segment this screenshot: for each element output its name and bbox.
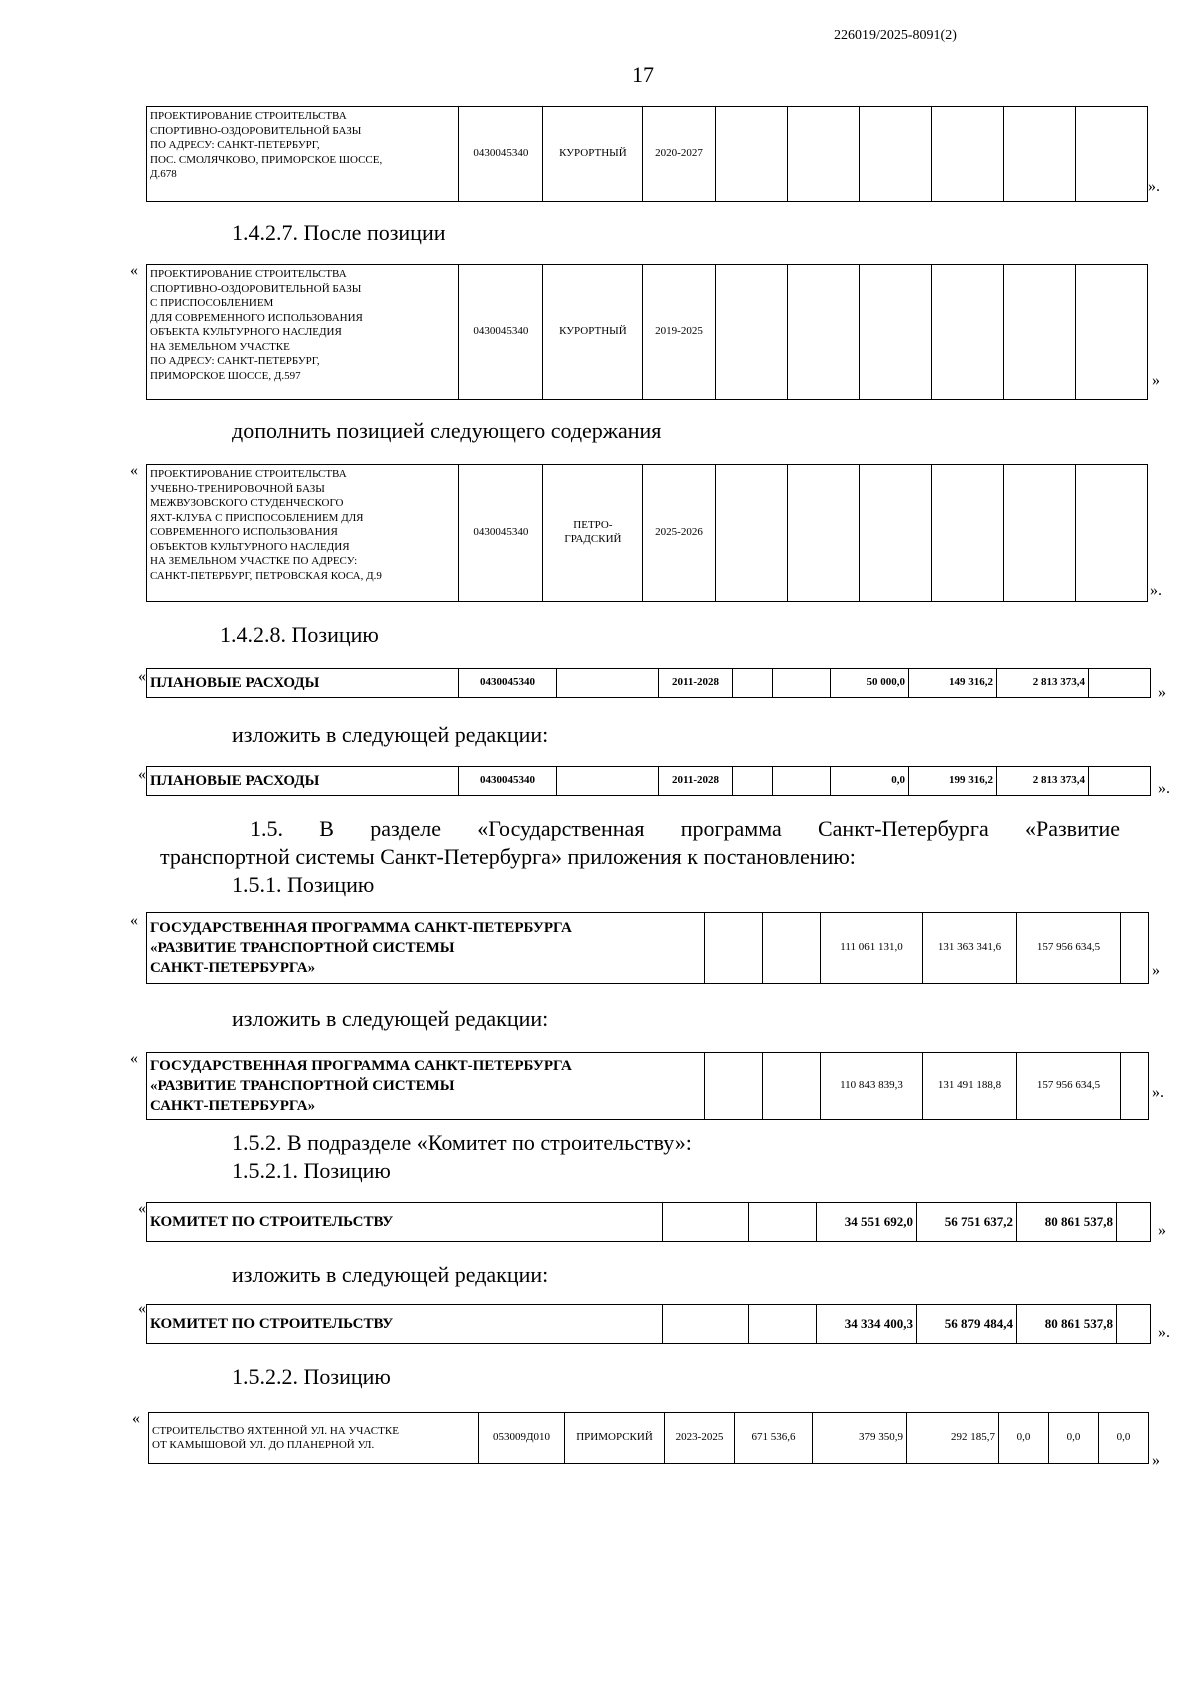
empty-cell — [663, 1305, 749, 1344]
value-cell: 0,0 — [1099, 1413, 1149, 1464]
code-cell: 0430045340 — [459, 669, 557, 698]
district-cell: ПРИМОРСКИЙ — [565, 1413, 665, 1464]
name-line: ОБЪЕКТА КУЛЬТУРНОГО НАСЛЕДИЯ — [150, 326, 342, 338]
paragraph-1-5-2: 1.5.2. В подразделе «Комитет по строительству»: — [232, 1130, 692, 1155]
table-position-yacht-club — [146, 464, 1148, 602]
empty-cell — [733, 767, 773, 796]
value-cell: 56 751 637,2 — [917, 1203, 1017, 1242]
program-name-line: ГОСУДАРСТВЕННАЯ ПРОГРАММА САНКТ-ПЕТЕРБУРГА — [150, 1058, 572, 1074]
paragraph-1-5-2-2: 1.5.2.2. Позицию — [232, 1364, 391, 1389]
empty-cell — [859, 465, 931, 602]
paragraph-1-4-2-7: 1.4.2.7. После позиции — [232, 220, 446, 245]
district-cell: КУРОРТНЫЙ — [543, 265, 643, 400]
empty-cell — [1121, 913, 1149, 984]
close-quote: ». — [1152, 1084, 1164, 1101]
program-name-cell — [147, 913, 705, 984]
district-cell: КУРОРТНЫЙ — [543, 107, 643, 202]
district-cell — [543, 465, 643, 602]
name-line: ПРОЕКТИРОВАНИЕ СТРОИТЕЛЬСТВА — [150, 468, 347, 480]
empty-cell — [1089, 767, 1151, 796]
paragraph-state-1: изложить в следующей редакции: — [232, 722, 549, 747]
empty-cell — [1121, 1053, 1149, 1120]
table-position-smolyachkovo — [146, 106, 1148, 202]
name-line: СОВРЕМЕННОГО ИСПОЛЬЗОВАНИЯ — [150, 526, 338, 538]
empty-cell — [763, 913, 821, 984]
years-cell: 2023-2025 — [665, 1413, 735, 1464]
value-cell: 111 061 131,0 — [821, 913, 923, 984]
code-cell: 0430045340 — [459, 465, 543, 602]
value-cell: 80 861 537,8 — [1017, 1305, 1117, 1344]
empty-cell — [749, 1203, 817, 1242]
empty-cell — [931, 265, 1003, 400]
empty-cell — [715, 107, 787, 202]
empty-cell — [1075, 465, 1147, 602]
program-name-line: «РАЗВИТИЕ ТРАНСПОРТНОЙ СИСТЕМЫ — [150, 940, 455, 956]
name-line: ПРИМОРСКОЕ ШОССЕ, Д.597 — [150, 369, 301, 382]
open-quote: « — [132, 1410, 140, 1427]
close-quote: » — [1152, 1452, 1160, 1469]
committee-name-cell: КОМИТЕТ ПО СТРОИТЕЛЬСТВУ — [147, 1203, 663, 1242]
code-cell: 0430045340 — [459, 767, 557, 796]
name-line: Д.678 — [150, 168, 177, 180]
name-line: ПОС. СМОЛЯЧКОВО, ПРИМОРСКОЕ ШОССЕ, — [150, 153, 383, 166]
open-quote: « — [130, 1050, 138, 1067]
value-cell: 157 956 634,5 — [1017, 913, 1121, 984]
empty-cell — [773, 669, 831, 698]
paragraph-state-3: изложить в следующей редакции: — [232, 1262, 549, 1287]
empty-cell — [1075, 107, 1147, 202]
table-position-primorskoe-597 — [146, 264, 1148, 400]
program-name-line: «РАЗВИТИЕ ТРАНСПОРТНОЙ СИСТЕМЫ — [150, 1078, 455, 1094]
name-line: СТРОИТЕЛЬСТВО ЯХТЕННОЙ УЛ. НА УЧАСТКЕ — [152, 1424, 399, 1437]
name-line: СПОРТИВНО-ОЗДОРОВИТЕЛЬНОЙ БАЗЫ — [150, 282, 362, 295]
name-line: ОТ КАМЫШОВОЙ УЛ. ДО ПЛАНЕРНОЙ УЛ. — [152, 1439, 375, 1451]
program-name-line: ГОСУДАРСТВЕННАЯ ПРОГРАММА САНКТ-ПЕТЕРБУРГА — [150, 920, 572, 936]
name-line: ПО АДРЕСУ: САНКТ-ПЕТЕРБУРГ, — [150, 355, 320, 367]
empty-cell — [787, 465, 859, 602]
table-planned-expenses-new — [146, 766, 1151, 796]
empty-cell — [1003, 465, 1075, 602]
name-line: ПРОЕКТИРОВАНИЕ СТРОИТЕЛЬСТВА — [150, 110, 347, 122]
empty-cell — [787, 107, 859, 202]
years-cell: 2020-2027 — [643, 107, 715, 202]
empty-cell — [931, 107, 1003, 202]
empty-cell — [1003, 107, 1075, 202]
name-line: ПРОЕКТИРОВАНИЕ СТРОИТЕЛЬСТВА — [150, 268, 347, 280]
table-state-program-old — [146, 912, 1149, 984]
table-construction-committee-new — [146, 1304, 1151, 1344]
paragraph-1-5-1: 1.5.1. Позицию — [232, 872, 375, 897]
empty-cell — [1117, 1203, 1151, 1242]
paragraph-add: дополнить позицией следующего содержания — [232, 418, 662, 443]
value-cell: 80 861 537,8 — [1017, 1203, 1117, 1242]
empty-cell — [1117, 1305, 1151, 1344]
table-construction-committee-old — [146, 1202, 1151, 1242]
value-cell: 0,0 — [1049, 1413, 1099, 1464]
empty-cell — [557, 767, 659, 796]
empty-cell — [733, 669, 773, 698]
value-cell: 2 813 373,4 — [997, 767, 1089, 796]
value-cell: 671 536,6 — [735, 1413, 813, 1464]
value-cell: 110 843 839,3 — [821, 1053, 923, 1120]
empty-cell — [1075, 265, 1147, 400]
value-cell: 157 956 634,5 — [1017, 1053, 1121, 1120]
name-line: УЧЕБНО-ТРЕНИРОВОЧНОЙ БАЗЫ — [150, 482, 325, 495]
open-quote: « — [130, 912, 138, 929]
value-cell: 379 350,9 — [813, 1413, 907, 1464]
page-number: 17 — [632, 62, 654, 87]
document-number: 226019/2025-8091(2) — [834, 28, 957, 43]
empty-cell — [787, 265, 859, 400]
empty-cell — [557, 669, 659, 698]
name-line: СПОРТИВНО-ОЗДОРОВИТЕЛЬНОЙ БАЗЫ — [150, 124, 362, 137]
name-line: ОБЪЕКТОВ КУЛЬТУРНОГО НАСЛЕДИЯ — [150, 540, 350, 553]
name-line: НА ЗЕМЕЛЬНОМ УЧАСТКЕ ПО АДРЕСУ: — [150, 555, 358, 567]
empty-cell — [1003, 265, 1075, 400]
name-line: ЯХТ-КЛУБА С ПРИСПОСОБЛЕНИЕМ ДЛЯ — [150, 511, 364, 524]
table-state-program-new — [146, 1052, 1149, 1120]
object-name-cell — [147, 465, 459, 602]
open-quote: « — [138, 1300, 146, 1317]
paragraph-1-5-line1: 1.5. В разделе «Государственная программа Санкт-Петербурга «Развитие — [250, 816, 1120, 841]
empty-cell — [859, 265, 931, 400]
name-line: САНКТ-ПЕТЕРБУРГ, ПЕТРОВСКАЯ КОСА, Д.9 — [150, 569, 382, 582]
program-name-cell — [147, 1053, 705, 1120]
empty-cell — [715, 465, 787, 602]
years-cell: 2025-2026 — [643, 465, 715, 602]
close-quote: » — [1152, 372, 1160, 389]
paragraph-1-4-2-8: 1.4.2.8. Позицию — [220, 622, 379, 647]
open-quote: « — [138, 1200, 146, 1217]
open-quote: « — [130, 462, 138, 479]
empty-cell — [1089, 669, 1151, 698]
close-quote: ». — [1150, 582, 1162, 599]
empty-cell — [763, 1053, 821, 1120]
value-cell: 199 316,2 — [909, 767, 997, 796]
value-cell: 0,0 — [999, 1413, 1049, 1464]
name-line: С ПРИСПОСОБЛЕНИЕМ — [150, 297, 274, 309]
value-cell: 50 000,0 — [831, 669, 909, 698]
value-cell: 34 334 400,3 — [817, 1305, 917, 1344]
close-quote: » — [1152, 962, 1160, 979]
open-quote: « — [138, 668, 146, 685]
name-line: ДЛЯ СОВРЕМЕННОГО ИСПОЛЬЗОВАНИЯ — [150, 311, 363, 324]
empty-cell — [705, 913, 763, 984]
close-quote: ». — [1158, 1324, 1170, 1341]
value-cell: 34 551 692,0 — [817, 1203, 917, 1242]
program-name-line: САНКТ-ПЕТЕРБУРГА» — [150, 1098, 316, 1114]
name-line: ПО АДРЕСУ: САНКТ-ПЕТЕРБУРГ, — [150, 139, 320, 151]
empty-cell — [749, 1305, 817, 1344]
object-name-cell — [149, 1413, 479, 1464]
empty-cell — [931, 465, 1003, 602]
program-name-line: САНКТ-ПЕТЕРБУРГА» — [150, 960, 316, 976]
years-cell: 2019-2025 — [643, 265, 715, 400]
paragraph-state-2: изложить в следующей редакции: — [232, 1006, 549, 1031]
district-line: ГРАДСКИЙ — [564, 533, 622, 545]
district-line: ПЕТРО- — [573, 519, 613, 532]
empty-cell — [715, 265, 787, 400]
close-quote: ». — [1158, 780, 1170, 797]
table-planned-expenses-old — [146, 668, 1151, 698]
value-cell: 0,0 — [831, 767, 909, 796]
table-yakhtennaya-street — [148, 1412, 1149, 1464]
value-cell: 2 813 373,4 — [997, 669, 1089, 698]
empty-cell — [663, 1203, 749, 1242]
name-line: МЕЖВУЗОВСКОГО СТУДЕНЧЕСКОГО — [150, 497, 344, 509]
empty-cell — [773, 767, 831, 796]
years-cell: 2011-2028 — [659, 767, 733, 796]
name-line: НА ЗЕМЕЛЬНОМ УЧАСТКЕ — [150, 340, 290, 353]
position-name-cell: ПЛАНОВЫЕ РАСХОДЫ — [147, 767, 459, 796]
open-quote: « — [130, 262, 138, 279]
close-quote: » — [1158, 684, 1166, 701]
committee-name-cell: КОМИТЕТ ПО СТРОИТЕЛЬСТВУ — [147, 1305, 663, 1344]
open-quote: « — [138, 766, 146, 783]
close-quote: » — [1158, 1222, 1166, 1239]
code-cell: 0430045340 — [459, 265, 543, 400]
value-cell: 131 363 341,6 — [923, 913, 1017, 984]
code-cell: 0430045340 — [459, 107, 543, 202]
value-cell: 131 491 188,8 — [923, 1053, 1017, 1120]
object-name-cell — [147, 265, 459, 400]
empty-cell — [705, 1053, 763, 1120]
object-name-cell — [147, 107, 459, 202]
empty-cell — [859, 107, 931, 202]
close-quote: ». — [1148, 178, 1160, 195]
paragraph-1-5-line2: транспортной системы Санкт-Петербурга» приложения к постановлению: — [160, 844, 856, 869]
paragraph-1-5-2-1: 1.5.2.1. Позицию — [232, 1158, 391, 1183]
position-name-cell: ПЛАНОВЫЕ РАСХОДЫ — [147, 669, 459, 698]
value-cell: 56 879 484,4 — [917, 1305, 1017, 1344]
value-cell: 292 185,7 — [907, 1413, 999, 1464]
years-cell: 2011-2028 — [659, 669, 733, 698]
code-cell: 053009Д010 — [479, 1413, 565, 1464]
value-cell: 149 316,2 — [909, 669, 997, 698]
